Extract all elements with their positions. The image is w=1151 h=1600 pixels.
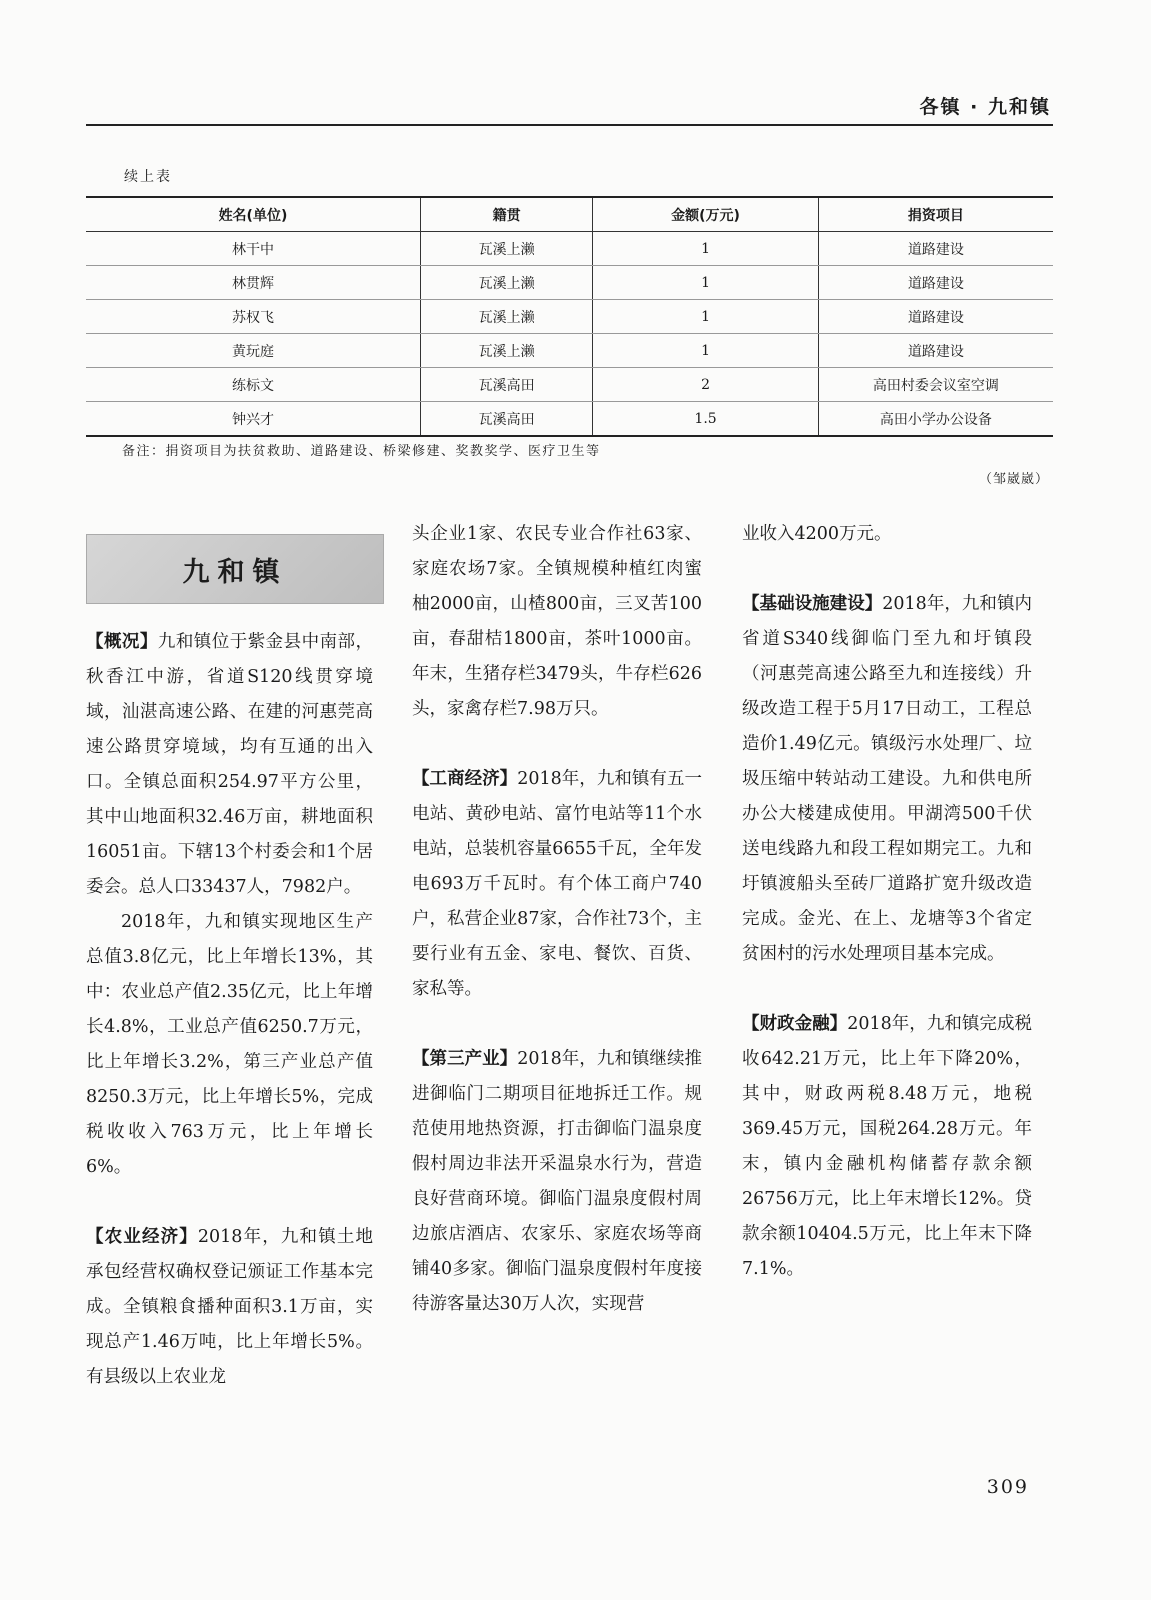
cell-name: 练标文 (86, 368, 420, 402)
author-credit: （邹崴崴） (978, 472, 1049, 487)
paragraph-finance (742, 1007, 1032, 1287)
cell-name: 林干中 (86, 232, 420, 266)
text-column-3 (742, 517, 1032, 1287)
running-header: 各镇 · 九和镇 (919, 96, 1051, 118)
cell-name: 钟兴才 (86, 402, 420, 437)
cell-origin: 瓦溪上濑 (420, 334, 592, 368)
donation-table (86, 196, 1053, 437)
tertiary-text-a: 2018年，九和镇继续推进御临门二期项目征地拆迁工作。规范使用地热资源，打击御临门温泉度假村周边非法开采温泉水行为，营造良好营商环境。御临门温泉度假村周边旅店酒店、农家乐、家庭农场等商铺40多家。御临门温泉度假村年度接待游客量达30万人次，实现营 (412, 1049, 702, 1314)
cell-project: 高田小学办公设备 (818, 402, 1053, 437)
paragraph-infrastructure (742, 587, 1032, 972)
overview-text: 九和镇位于紫金县中南部，秋香江中游，省道S120线贯穿境域，汕湛高速公路、在建的河惠莞高速公路贯穿境域，均有互通的出入口。全镇总面积254.97平方公里，其中山地面积32.46万亩，耕地面积16051亩。下辖13个村委会和1个居委会。总人口33437人，7982户。 (86, 632, 374, 897)
table-row (86, 300, 1053, 334)
column-header-name: 姓名(单位) (86, 197, 420, 232)
cell-amount: 1 (593, 232, 818, 266)
column-header-project: 捐资项目 (818, 197, 1053, 232)
paragraph-overview (86, 625, 373, 905)
section-title-box (86, 534, 384, 604)
cell-amount: 1.5 (593, 402, 818, 437)
header-rule (86, 124, 1053, 126)
cell-name: 苏权飞 (86, 300, 420, 334)
keyword-tertiary: 【第三产业】 (412, 1049, 518, 1069)
infrastructure-text: 2018年，九和镇内省道S340线御临门至九和圩镇段（河惠莞高速公路至九和连接线）升级改造工程于5月17日动工，工程总造价1.49亿元。镇级污水处理厂、垃圾压缩中转站动工建设。九和供电所办公大楼建成使用。甲湖湾500千伏送电线路九和段工程如期完工。九和圩镇渡船头至砖厂道路扩宽升级改造完成。金光、在上、龙塘等3个省定贫困村的污水处理项目基本完成。 (742, 594, 1032, 964)
text-column-2 (412, 517, 702, 1322)
keyword-infrastructure: 【基础设施建设】 (742, 594, 883, 614)
agriculture-text-a: 2018年，九和镇土地承包经营权确权登记颁证工作基本完成。全镇粮食播种面积3.1万亩，实现总产1.46万吨，比上年增长5%。有县级以上农业龙 (86, 1227, 373, 1387)
table-row (86, 266, 1053, 300)
table-caption: 续上表 (124, 169, 172, 185)
cell-project: 道路建设 (818, 334, 1053, 368)
cell-name: 林贯辉 (86, 266, 420, 300)
keyword-finance: 【财政金融】 (742, 1014, 848, 1034)
paragraph-economy: 2018年，九和镇实现地区生产总值3.8亿元，比上年增长13%，其中：农业总产值2.35亿元，比上年增长4.8%，工业总产值6250.7万元，比上年增长3.2%，第三产业总产值8250.3万元，比上年增长5%，完成税收收入763万元，比上年增长6%。 (86, 912, 373, 1177)
cell-amount: 2 (593, 368, 818, 402)
industry-text: 2018年，九和镇有五一电站、黄砂电站、富竹电站等11个水电站，总装机容量6655千瓦，全年发电693万千瓦时。有个体工商户740户，私营企业87家，合作社73个，主要行业有五金、家电、餐饮、百货、家私等。 (412, 769, 702, 999)
keyword-overview: 【概况】 (86, 632, 158, 652)
paragraph-agriculture (86, 1220, 373, 1395)
cell-project: 道路建设 (818, 232, 1053, 266)
cell-origin: 瓦溪上濑 (420, 300, 592, 334)
cell-origin: 瓦溪上濑 (420, 266, 592, 300)
page-number: 309 (986, 1476, 1029, 1498)
cell-project: 道路建设 (818, 266, 1053, 300)
section-title: 九和镇 (182, 556, 288, 588)
column-header-amount: 金额(万元) (593, 197, 818, 232)
agriculture-text-b: 头企业1家、农民专业合作社63家、家庭农场7家。全镇规模种植红肉蜜柚2000亩，山楂800亩，三叉苦100亩，春甜桔1800亩，茶叶1000亩。年末，生猪存栏3479头，牛存栏626头，家禽存栏7.98万只。 (412, 524, 702, 719)
table-row (86, 402, 1053, 437)
cell-name: 黄玩庭 (86, 334, 420, 368)
text-column-1 (86, 625, 373, 1395)
tertiary-text-b: 业收入4200万元。 (742, 524, 892, 544)
cell-project: 道路建设 (818, 300, 1053, 334)
table-row (86, 368, 1053, 402)
keyword-industry: 【工商经济】 (412, 769, 518, 789)
finance-text: 2018年，九和镇完成税收642.21万元，比上年下降20%，其中，财政两税8.48万元，地税369.45万元，国税264.28万元。年末，镇内金融机构储蓄存款余额26756万元，比上年末增长12%。贷款余额10404.5万元，比上年末下降7.1%。 (742, 1014, 1032, 1279)
cell-origin: 瓦溪高田 (420, 402, 592, 437)
paragraph-industry (412, 762, 702, 1007)
keyword-agriculture: 【农业经济】 (86, 1227, 198, 1247)
cell-origin: 瓦溪上濑 (420, 232, 592, 266)
cell-origin: 瓦溪高田 (420, 368, 592, 402)
table-note: 备注：捐资项目为扶贫救助、道路建设、桥梁修建、奖教奖学、医疗卫生等 (122, 444, 601, 459)
cell-amount: 1 (593, 334, 818, 368)
cell-project: 高田村委会议室空调 (818, 368, 1053, 402)
column-header-origin: 籍贯 (420, 197, 592, 232)
paragraph-tertiary (412, 1042, 702, 1322)
table-row (86, 232, 1053, 266)
cell-amount: 1 (593, 266, 818, 300)
table-row (86, 334, 1053, 368)
cell-amount: 1 (593, 300, 818, 334)
table-header-row (86, 197, 1053, 232)
